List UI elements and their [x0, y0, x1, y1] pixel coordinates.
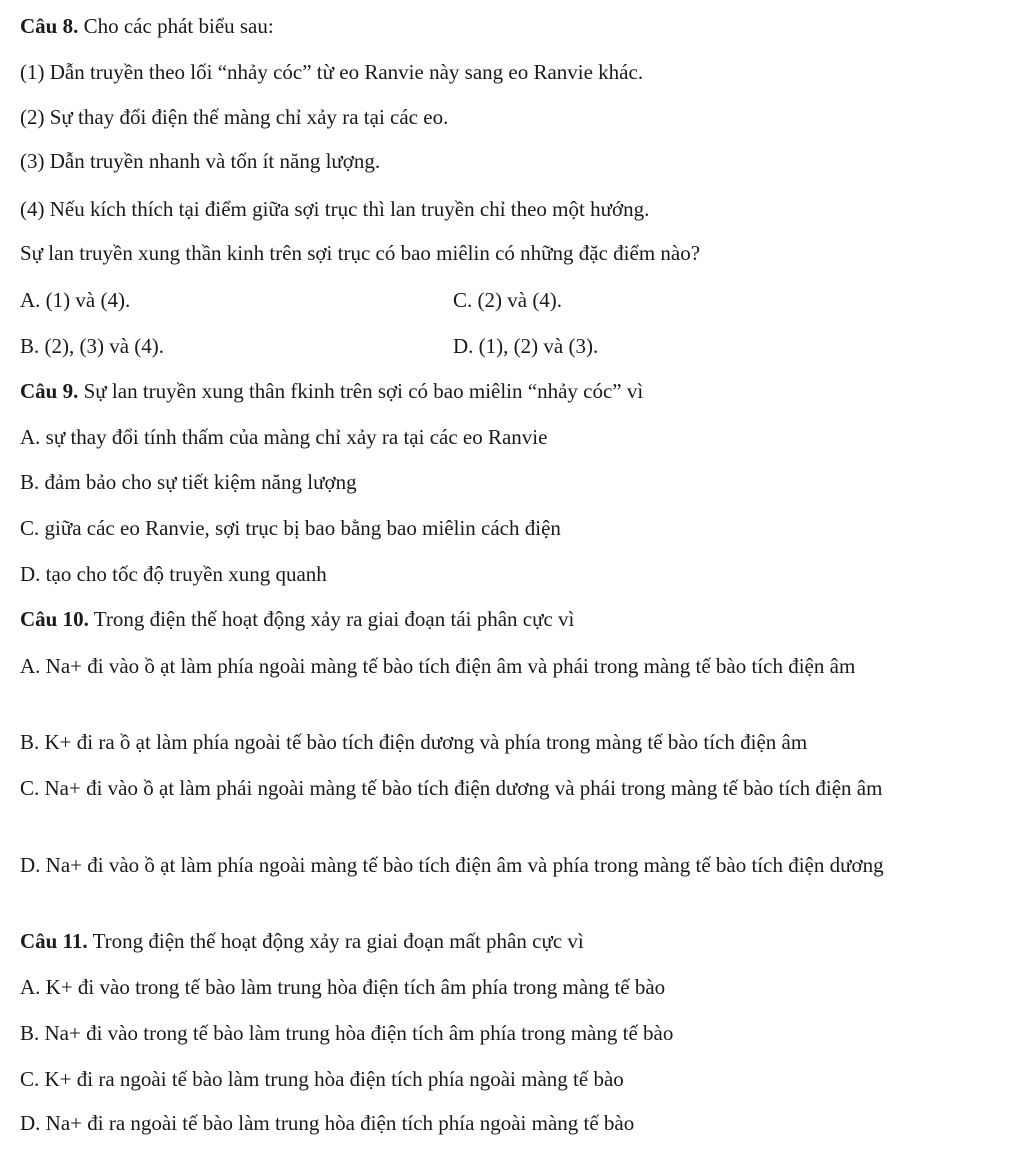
q10-option-c: C. Na+ đi vào ồ ạt làm phái ngoài màng tế bào tích điện dương và phái trong màng tế bào tích điện âm [20, 776, 883, 800]
q8-option-c: C. (2) và (4). [453, 288, 563, 312]
q9-option-d: D. tạo cho tốc độ truyền xung quanh [20, 562, 327, 586]
q11-option-a: A. K+ đi vào trong tế bào làm trung hòa điện tích âm phía trong màng tế bào [20, 975, 666, 999]
q9-option-c: C. giữa các eo Ranvie, sợi trục bị bao bằng bao miêlin cách điện [20, 516, 561, 540]
q9-option-b: B. đảm bảo cho sự tiết kiệm năng lượng [20, 470, 357, 494]
q8-statement-2: (2) Sự thay đổi điện thế màng chỉ xảy ra tại các eo. [20, 105, 449, 129]
q8-option-a: A. (1) và (4). [20, 288, 131, 312]
q10-option-a: A. Na+ đi vào ồ ạt làm phía ngoài màng tế bào tích điện âm và phái trong màng tế bào tích điện âm [20, 654, 856, 678]
q11-option-b: B. Na+ đi vào trong tế bào làm trung hòa điện tích âm phía trong màng tế bào [20, 1021, 674, 1045]
q10-prompt: Trong điện thế hoạt động xảy ra giai đoạn tái phân cực vì [93, 607, 575, 631]
q9-label: Câu 9. [20, 379, 79, 403]
q8-prompt: Cho các phát biểu sau: [83, 14, 274, 38]
q11-label: Câu 11. [20, 929, 88, 953]
q10-option-d: D. Na+ đi vào ồ ạt làm phía ngoài màng tế bào tích điện âm và phía trong màng tế bào tích điện dương [20, 853, 884, 877]
q8-option-b: B. (2), (3) và (4). [20, 334, 165, 358]
q9-heading [20, 379, 980, 403]
q8-statement-1: (1) Dẫn truyền theo lối “nhảy cóc” từ eo Ranvie này sang eo Ranvie khác. [20, 60, 644, 84]
q9-prompt: Sự lan truyền xung thân fkinh trên sợi có bao miêlin “nhảy cóc” vì [83, 379, 644, 403]
q10-heading [20, 607, 980, 631]
q8-question: Sự lan truyền xung thần kinh trên sợi trục có bao miêlin có những đặc điểm nào? [20, 241, 701, 265]
q10-option-b: B. K+ đi ra ồ ạt làm phía ngoài tế bào tích điện dương và phía trong màng tế bào tích điện âm [20, 730, 808, 754]
q8-label: Câu 8. [20, 14, 79, 38]
q8-statement-4: (4) Nếu kích thích tại điểm giữa sợi trục thì lan truyền chỉ theo một hướng. [20, 197, 650, 221]
q8-heading [20, 14, 980, 38]
q11-option-d: D. Na+ đi ra ngoài tế bào làm trung hòa điện tích phía ngoài màng tế bào [20, 1111, 635, 1135]
q11-heading [20, 929, 980, 953]
q11-option-c: C. K+ đi ra ngoài tế bào làm trung hòa điện tích phía ngoài màng tế bào [20, 1067, 624, 1091]
q11-prompt: Trong điện thế hoạt động xảy ra giai đoạn mất phân cực vì [92, 929, 584, 953]
q9-option-a: A. sự thay đổi tính thấm của màng chỉ xảy ra tại các eo Ranvie [20, 425, 548, 449]
q8-statement-3: (3) Dẫn truyền nhanh và tốn ít năng lượng. [20, 149, 381, 173]
q10-label: Câu 10. [20, 607, 89, 631]
q8-option-d: D. (1), (2) và (3). [453, 334, 599, 358]
